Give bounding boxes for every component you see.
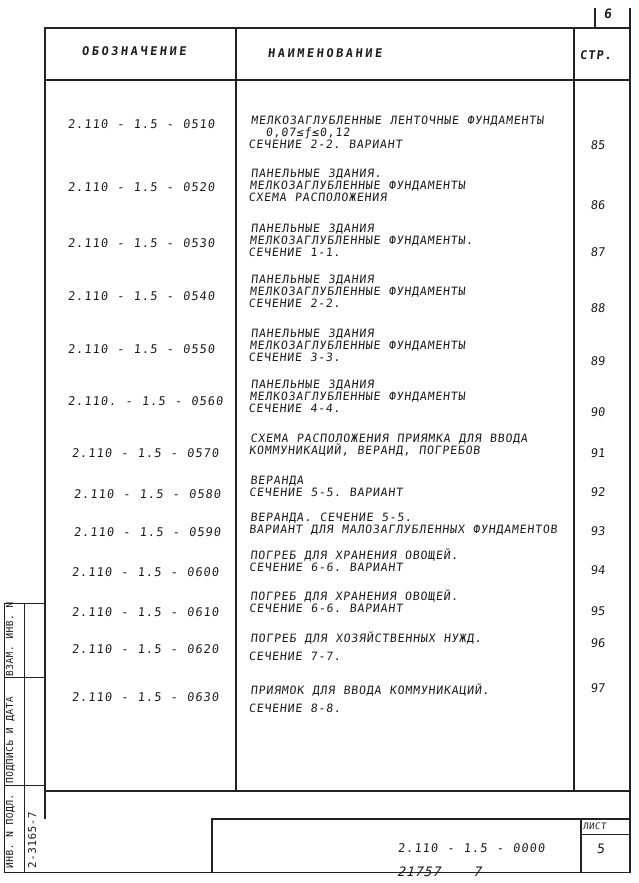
row-name: [249, 432, 530, 456]
row-name: [248, 327, 468, 363]
header-bottom-line: [44, 79, 631, 81]
row-name: [248, 684, 491, 714]
stamp-top-line: [211, 818, 631, 820]
row-designation: 2.110 - 1.5 - 0610: [71, 605, 221, 619]
frame-right-line: [629, 8, 631, 872]
row-name-line: СЕЧЕНИЕ 1-1.: [248, 245, 343, 259]
row-page-number: 91: [590, 446, 606, 460]
corner-sheet-number: 6: [603, 7, 614, 22]
row-page-number: 93: [590, 524, 606, 538]
frame-left-line: [44, 27, 46, 819]
stamp-sheet-number: 5: [596, 842, 607, 857]
row-page-number: 94: [590, 563, 606, 577]
header-designation: ОБОЗНАЧЕНИЕ: [81, 44, 190, 58]
side-label-inv-podl: ИНВ. N ПОДЛ.: [5, 793, 16, 868]
row-designation: 2.110 - 1.5 - 0530: [67, 236, 217, 250]
row-name-line: МЕЛКОЗАГЛУБЛЕННЫЕ ЛЕНТОЧНЫЕ ФУНДАМЕНТЫ: [250, 113, 546, 127]
row-name-line: СЕЧЕНИЕ 6-6. ВАРИАНТ: [248, 560, 405, 574]
column-divider-2: [573, 27, 575, 791]
stamp-sheet-label-line: [580, 834, 631, 835]
row-name: [249, 549, 460, 573]
row-name-line: ПРИЯМОК ДЛЯ ВВОДА КОММУНИКАЦИЙ.: [250, 683, 492, 697]
side-strip-div-3: [4, 785, 44, 786]
row-page-number: 97: [590, 681, 606, 695]
row-page-number: 90: [590, 405, 606, 419]
row-name-line: СХЕМА РАСПОЛОЖЕНИЯ: [248, 190, 389, 204]
row-name-line: ВАРИАНТ ДЛЯ МАЛОЗАГЛУБЛЕННЫХ ФУНДАМЕНТОВ: [248, 522, 560, 536]
row-name-line: СЕЧЕНИЕ 5-5. ВАРИАНТ: [248, 485, 405, 499]
row-name-line: МЕЛКОЗАГЛУБЛЕННЫЕ ФУНДАМЕНТЫ: [249, 389, 468, 403]
row-designation: 2.110 - 1.5 - 0550: [67, 342, 217, 356]
row-name-line: ПОГРЕБ ДЛЯ ХОЗЯЙСТВЕННЫХ НУЖД.: [250, 631, 484, 645]
row-designation: 2.110 - 1.5 - 0620: [71, 642, 221, 656]
row-designation: 2.110 - 1.5 - 0540: [67, 289, 217, 303]
row-name-line: ПАНЕЛЬНЫЕ ЗДАНИЯ.: [250, 166, 384, 180]
side-strip-div-4: [4, 872, 631, 873]
row-name-line: МЕЛКОЗАГЛУБЛЕННЫЕ ФУНДАМЕНТЫ: [249, 284, 468, 298]
side-label-signature-date: ПОДПИСЬ И ДАТА: [5, 695, 16, 783]
row-name-line: ПОГРЕБ ДЛЯ ХРАНЕНИЯ ОВОЩЕЙ.: [249, 589, 460, 603]
row-designation: 2.110 - 1.5 - 0520: [67, 180, 217, 194]
row-name-line: ПАНЕЛЬНЫЕ ЗДАНИЯ: [250, 272, 376, 286]
row-designation: 2.110 - 1.5 - 0510: [67, 117, 217, 131]
side-label-vzam-inv: ВЗАМ. ИНВ. N: [5, 601, 16, 676]
stamp-left-line: [211, 818, 213, 873]
row-page-number: 85: [590, 138, 606, 152]
side-strip-div-2: [4, 677, 44, 678]
row-designation: 2.110 - 1.5 - 0570: [71, 446, 221, 460]
frame-top-line: [44, 27, 631, 29]
row-name: [248, 632, 483, 662]
row-name-line: ПАНЕЛЬНЫЕ ЗДАНИЯ: [250, 326, 376, 340]
row-page-number: 96: [590, 636, 606, 650]
row-name-line: ВЕРАНДА: [249, 473, 306, 487]
row-name-line: СХЕМА РАСПОЛОЖЕНИЯ ПРИЯМКА ДЛЯ ВВОДА: [249, 431, 530, 445]
side-strip-inner: [24, 603, 25, 873]
row-name-line: ПАНЕЛЬНЫЕ ЗДАНИЯ: [250, 377, 376, 391]
row-name: [249, 511, 560, 535]
row-name-line: МЕЛКОЗАГЛУБЛЕННЫЕ ФУНДАМЕНТЫ: [249, 178, 468, 192]
row-name-line: ПАНЕЛЬНЫЕ ЗДАНИЯ: [250, 221, 376, 235]
row-name-line: СЕЧЕНИЕ 6-6. ВАРИАНТ: [248, 601, 405, 615]
stamp-sheet-label: ЛИСТ: [582, 822, 608, 832]
row-name: [248, 273, 468, 309]
row-name-line: СЕЧЕНИЕ 8-8.: [248, 701, 343, 715]
table-bottom-line: [44, 790, 631, 792]
row-name-line: ПОГРЕБ ДЛЯ ХРАНЕНИЯ ОВОЩЕЙ.: [249, 548, 460, 562]
corner-box-left: [594, 8, 596, 28]
row-name: [249, 474, 406, 498]
row-page-number: 92: [590, 485, 606, 499]
header-name: НАИМЕНОВАНИЕ: [267, 46, 386, 60]
stamp-sheet-divider: [580, 818, 582, 873]
side-label-inv-number: 2-3165-7: [26, 811, 39, 868]
stamp-document-code: 2.110 - 1.5 - 0000: [397, 841, 547, 855]
row-designation: 2.110. - 1.5 - 0560: [67, 394, 226, 408]
row-name-line: МЕЛКОЗАГЛУБЛЕННЫЕ ФУНДАМЕНТЫ.: [249, 233, 475, 247]
row-designation: 2.110 - 1.5 - 0580: [73, 487, 223, 501]
row-name-line: СЕЧЕНИЕ 4-4.: [248, 401, 343, 415]
row-name: [248, 222, 476, 258]
row-page-number: 89: [590, 354, 606, 368]
row-name-line: КОММУНИКАЦИЙ, ВЕРАНД, ПОГРЕБОВ: [248, 443, 482, 457]
row-name: [248, 378, 468, 414]
row-name: [249, 590, 460, 614]
row-page-number: 86: [590, 198, 606, 212]
row-name-line: МЕЛКОЗАГЛУБЛЕННЫЕ ФУНДАМЕНТЫ: [249, 338, 468, 352]
row-name-line: СЕЧЕНИЕ 7-7.: [248, 649, 343, 663]
row-name-line: СЕЧЕНИЕ 2-2. ВАРИАНТ: [248, 137, 404, 151]
row-designation: 2.110 - 1.5 - 0590: [73, 525, 223, 539]
row-page-number: 95: [590, 604, 606, 618]
row-designation: 2.110 - 1.5 - 0600: [71, 565, 221, 579]
header-page: СТР.: [579, 48, 614, 62]
footer-suffix: 7: [473, 865, 484, 880]
row-name-line: 0,07≤ƒ≤0,12: [265, 125, 352, 139]
row-page-number: 87: [590, 245, 606, 259]
column-divider-1: [235, 27, 237, 791]
row-page-number: 88: [590, 301, 606, 315]
row-designation: 2.110 - 1.5 - 0630: [71, 690, 221, 704]
row-name: [248, 167, 468, 203]
row-name: [248, 114, 545, 150]
row-name-line: СЕЧЕНИЕ 3-3.: [248, 350, 343, 364]
row-name-line: СЕЧЕНИЕ 2-2.: [248, 296, 343, 310]
footer-number: 21757: [397, 865, 443, 880]
row-name-line: ВЕРАНДА. СЕЧЕНИЕ 5-5.: [249, 510, 414, 524]
